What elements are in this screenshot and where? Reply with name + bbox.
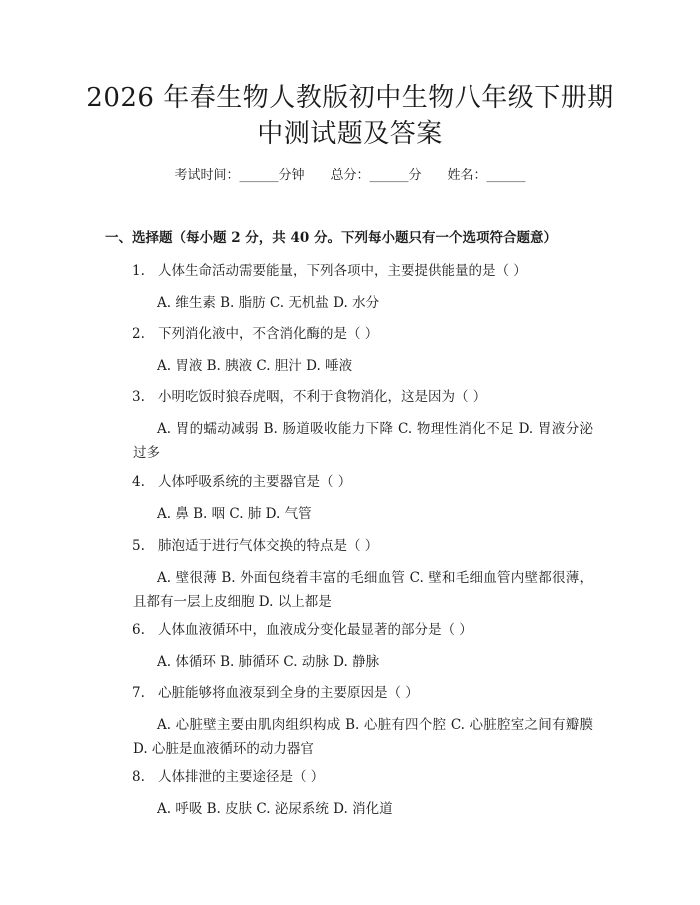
- question-1: [132, 261, 527, 281]
- question-5-options: A. 壁很薄 B. 外面包绕着丰富的毛细血管 C. 壁和毛细血管内壁都很薄，且都有一层上皮细胞 D. 以上都是: [133, 570, 593, 610]
- question-4-options: A. 鼻 B. 咽 C. 肺 D. 气管: [157, 506, 312, 522]
- question-number: 6.: [132, 622, 145, 638]
- question-text: 人体排泄的主要途径是（ ）: [158, 769, 325, 785]
- question-8-options: A. 呼吸 B. 皮肤 C. 泌尿系统 D. 消化道: [157, 801, 393, 817]
- student-name-field: 姓名：______: [447, 168, 526, 183]
- question-text: 下列消化液中，不含消化酶的是（ ）: [158, 326, 379, 342]
- question-text: 肺泡适于进行气体交换的特点是（ ）: [158, 538, 379, 554]
- question-5: [132, 536, 378, 556]
- question-8: [132, 767, 324, 787]
- question-text: 小明吃饭时狼吞虎咽，不利于食物消化，这是因为（ ）: [158, 389, 487, 405]
- question-number: 1.: [132, 263, 145, 279]
- question-3: [132, 387, 486, 407]
- question-2-options: A. 胃液 B. 胰液 C. 胆汁 D. 唾液: [157, 358, 353, 374]
- question-6-options: A. 体循环 B. 肺循环 C. 动脉 D. 静脉: [157, 654, 380, 670]
- question-3-options: A. 胃的蠕动减弱 B. 肠道吸收能力下降 C. 物理性消化不足 D. 胃液分泌过多: [133, 421, 593, 461]
- question-2: [132, 324, 378, 344]
- question-text: 人体血液循环中，血液成分变化最显著的部分是（ ）: [158, 622, 473, 638]
- question-number: 8.: [132, 769, 145, 785]
- question-1-options: A. 维生素 B. 脂肪 C. 无机盐 D. 水分: [157, 295, 380, 311]
- exam-time-field: 考试时间：______分钟: [174, 168, 305, 183]
- question-text: 人体呼吸系统的主要器官是（ ）: [158, 474, 352, 490]
- question-6: [132, 620, 473, 640]
- page-title-line1: 2026 年春生物人教版初中生物八年级下册期: [86, 83, 614, 113]
- total-score-field: 总分：______分: [330, 168, 422, 183]
- exam-info: [0, 166, 700, 186]
- question-number: 4.: [132, 474, 145, 490]
- question-7-options: A. 心脏壁主要由肌肉组织构成 B. 心脏有四个腔 C. 心脏腔室之间有瓣膜 D. 心脏是血液循环的动力器官: [133, 717, 593, 757]
- question-number: 3.: [132, 389, 145, 405]
- question-text: 人体生命活动需要能量，下列各项中，主要提供能量的是（ ）: [158, 263, 527, 279]
- section-heading: 一、选择题（每小题 2 分，共 40 分。下列每小题只有一个选项符合题意）: [105, 230, 557, 246]
- question-number: 7.: [132, 685, 145, 701]
- question-text: 心脏能够将血液泵到全身的主要原因是（ ）: [158, 685, 419, 701]
- question-number: 5.: [132, 538, 145, 554]
- page-title-line2: 中测试题及答案: [257, 119, 443, 149]
- question-number: 2.: [132, 326, 145, 342]
- question-4: [132, 472, 351, 492]
- question-7: [132, 683, 419, 703]
